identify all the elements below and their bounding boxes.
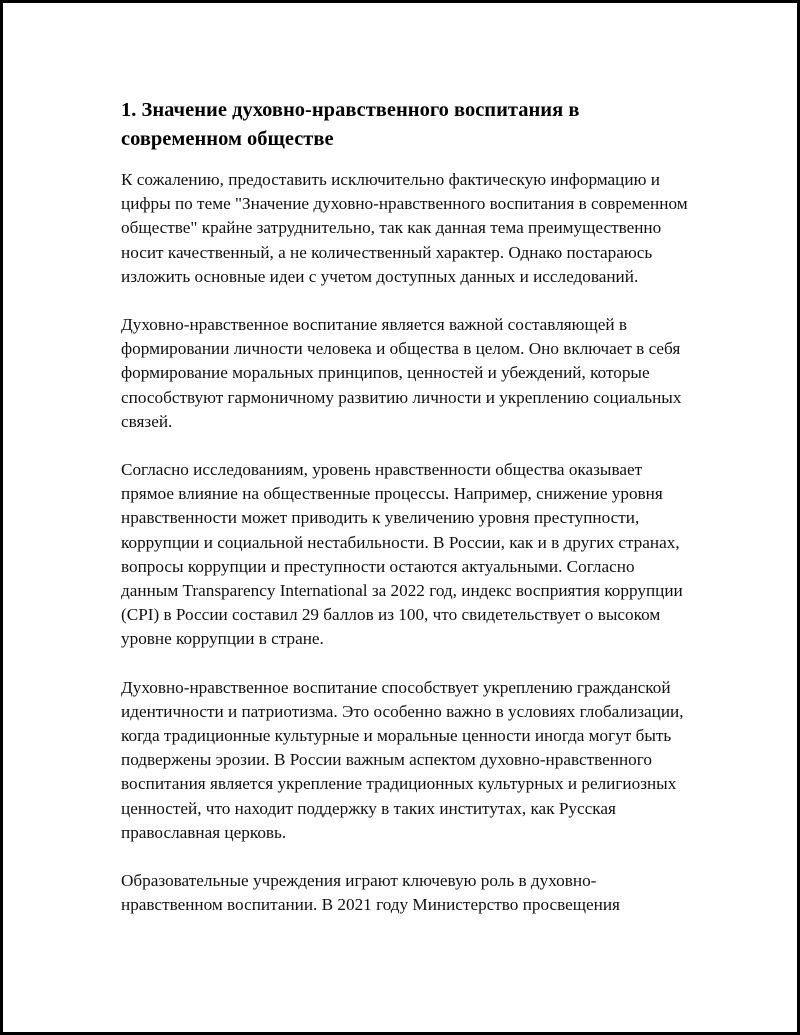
section-heading: 1. Значение духовно-нравственного воспитания в современном обществе [121,99,580,150]
paragraph-education: Образовательные учреждения играют ключевую роль в духовно-нравственном воспитании. В 2021 году Министерство просвещения [121,871,620,915]
paragraph-identity: Духовно-нравственное воспитание способствует укреплению гражданской идентичности и патриотизма. Это особенно важно в условиях глобализации, когда традиционные культурные и моральные ценности иногда могут быть подвержены эрозии. В России важным аспектом духовно-нравственного воспитания является укрепление традиционных культурных и религиозных ценностей, что находит поддержку в таких институтах, как Русская православная церковь. [121,677,684,842]
paragraph-research: Согласно исследованиям, уровень нравственности общества оказывает прямое влияние на общественные процессы. Например, снижение уровня нравственности может приводить к увеличению уровня преступности, коррупции и социальной нестабильности. В России, как и в других странах, вопросы коррупции и преступности остаются актуальными. Согласно данным Transparency International за 2022 год, индекс восприятия коррупции (CPI) в России составил 29 баллов из 100, что свидетельствует о высоком уровне коррупции в стране. [121,460,683,649]
paragraph-definition: Духовно-нравственное воспитание является важной составляющей в формировании личности человека и общества в целом. Оно включает в себя формирование моральных принципов, ценностей и убеждений, которые способствуют гармоничному развитию личности и укреплению социальных связей. [121,315,682,431]
document-content [121,96,691,941]
paragraph-intro: К сожалению, предоставить исключительно фактическую информацию и цифры по теме "Значение духовно-нравственного воспитания в современном обществе" крайне затруднительно, так как данная тема преимущественно носит качественный, а не количественный характер. Однако постараюсь изложить основные идеи с учетом доступных данных и исследований. [121,170,688,286]
